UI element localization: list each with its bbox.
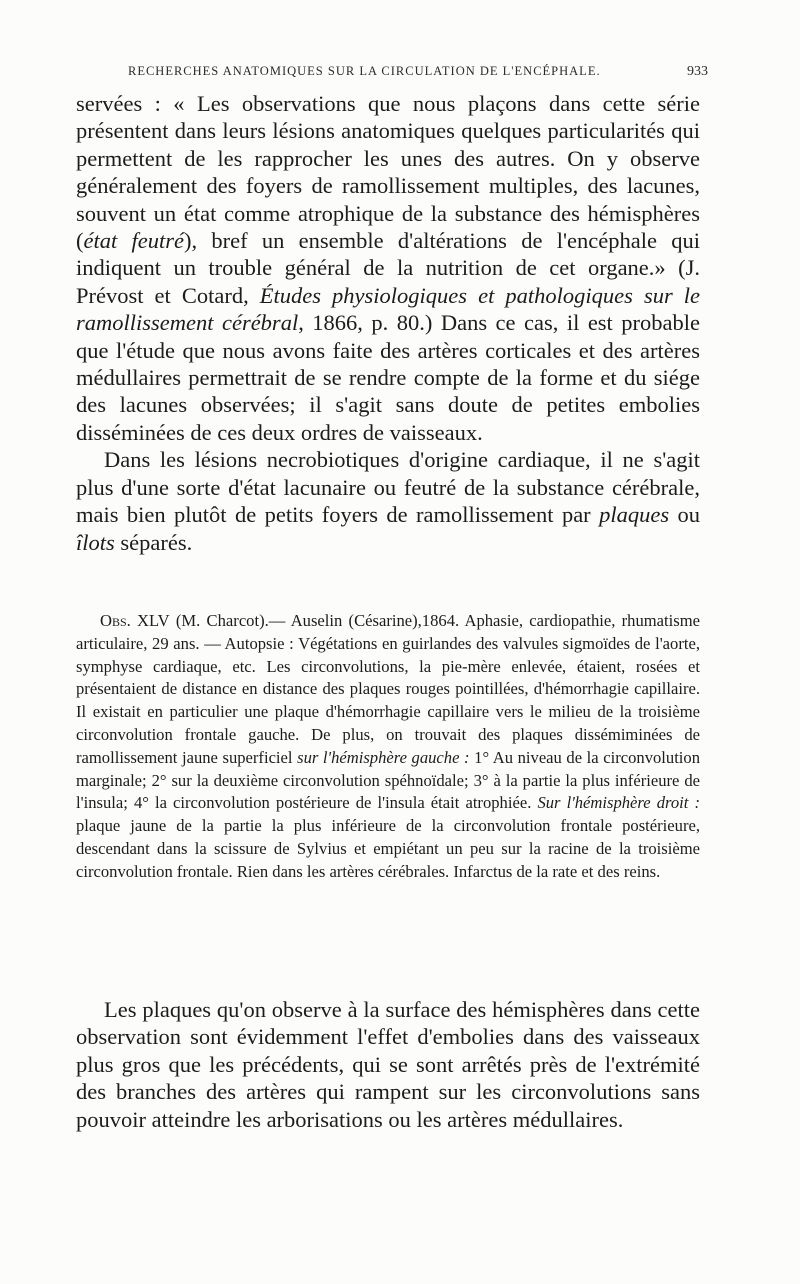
paragraph-quote-italic-1: état feutré <box>83 228 184 254</box>
paragraph-quote <box>76 90 700 446</box>
observation-text-2: 1° Au niveau de la circonvolution marginale; 2° sur la deuxième circonvolution spéhnoïdale; 3° à la partie la plus inférieure de l'insula; 4° la circonvolution postérieure de l'insula était atrophiée. <box>76 747 701 813</box>
observation-block <box>76 610 700 884</box>
page-number: 933 <box>687 64 708 79</box>
paragraph-necrobiotic-text-2: ou <box>669 502 701 528</box>
paragraph-quote-text-1: servées : « Les observations que nous plaçons dans cette série présentent dans leurs lésions anatomiques quelques particularités qui permettent de les rapprocher les unes des autres. On y observe généralement des foyers de ramollissement multiples, des lacunes, souvent un état comme atrophique de la substance des hémisphères ( <box>76 91 700 254</box>
observation-label: Obs. XLV <box>100 611 170 630</box>
paragraph-necrobiotic <box>76 446 700 556</box>
paragraph-necrobiotic-italic-2: îlots <box>76 529 115 555</box>
paragraph-necrobiotic-italic-1: plaques <box>599 502 670 528</box>
observation-paragraph <box>76 610 700 884</box>
paragraph-quote-italic-2: Études physiologiques et pathologiques sur le ramollissement cérébral <box>76 282 700 336</box>
paragraph-quote-text-2: ), bref un ensemble d'altérations de l'encéphale qui indiquent un trouble général de la nutrition de cet organe.» (J. Prévost et Cotard, <box>76 228 700 308</box>
main-text <box>76 90 700 556</box>
running-title: RECHERCHES ANATOMIQUES SUR LA CIRCULATION DE L'ENCÉPHALE. <box>128 64 601 78</box>
observation-text-1: (M. Charcot).— Auselin (Césarine),1864. Aphasie, cardiopathie, rhumatisme articulaire, 29 ans. — Autopsie : Végétations en guirlandes des valvules sigmoïdes de l'aorte, symphyse cardiaque, etc. Les circonvolutions, la pie-mère enlevée, étaient, rosées et présentaient de distance en distance des plaques rouges pointillées, d'hémorrhagie capillaire. Il existait en particulier une plaque d'hémorrhagie capillaire vers le milieu de la troisième circonvolution frontale gauche. De plus, on trouvait des plaques dissémiminées de ramollissement jaune superficiel <box>76 611 700 767</box>
paragraph-plaques: Les plaques qu'on observe à la surface des hémisphères dans cette observation sont évidemment l'effet d'embolies dans des vaisseaux plus gros que les précédents, qui se sont arrêtés près de l'extrémité des branches des artères qui rampent sur les circonvolutions sans pouvoir atteindre les arborisations ou les artères médullaires. <box>76 997 700 1132</box>
observation-italic-2: Sur l'hémisphère droit : <box>537 793 700 813</box>
observation-text-3: plaque jaune de la partie la plus inférieure de la circonvolution frontale postérieure, descendant dans la scissure de Sylvius et empiétant un peu sur la racine de la troisième circonvolution frontale. Rien dans les artères cérébrales. Infarctus de la rate et des reins. <box>76 816 700 881</box>
running-head <box>128 64 708 79</box>
paragraph-necrobiotic-text-1: Dans les lésions necrobiotiques d'origine cardiaque, il ne s'agit plus d'une sorte d'état lacunaire ou feutré de la substance cérébrale, mais bien plutôt de petits foyers de ramollissement par <box>76 447 700 528</box>
paragraph-quote-text-3: , 1866, p. 80.) Dans ce cas, il est probable que l'étude que nous avons faite des artères corticales et des artères médullaires permettrait de se rendre compte de la forme et du siége des lacunes observées; il s'agit sans doute de petites embolies disséminées de ces deux ordres de vaisseaux. <box>76 310 701 445</box>
paragraph-necrobiotic-text-3: séparés. <box>114 529 193 555</box>
observation-italic-1: sur l'hémisphère gauche : <box>297 747 470 767</box>
closing-text <box>76 996 700 1133</box>
